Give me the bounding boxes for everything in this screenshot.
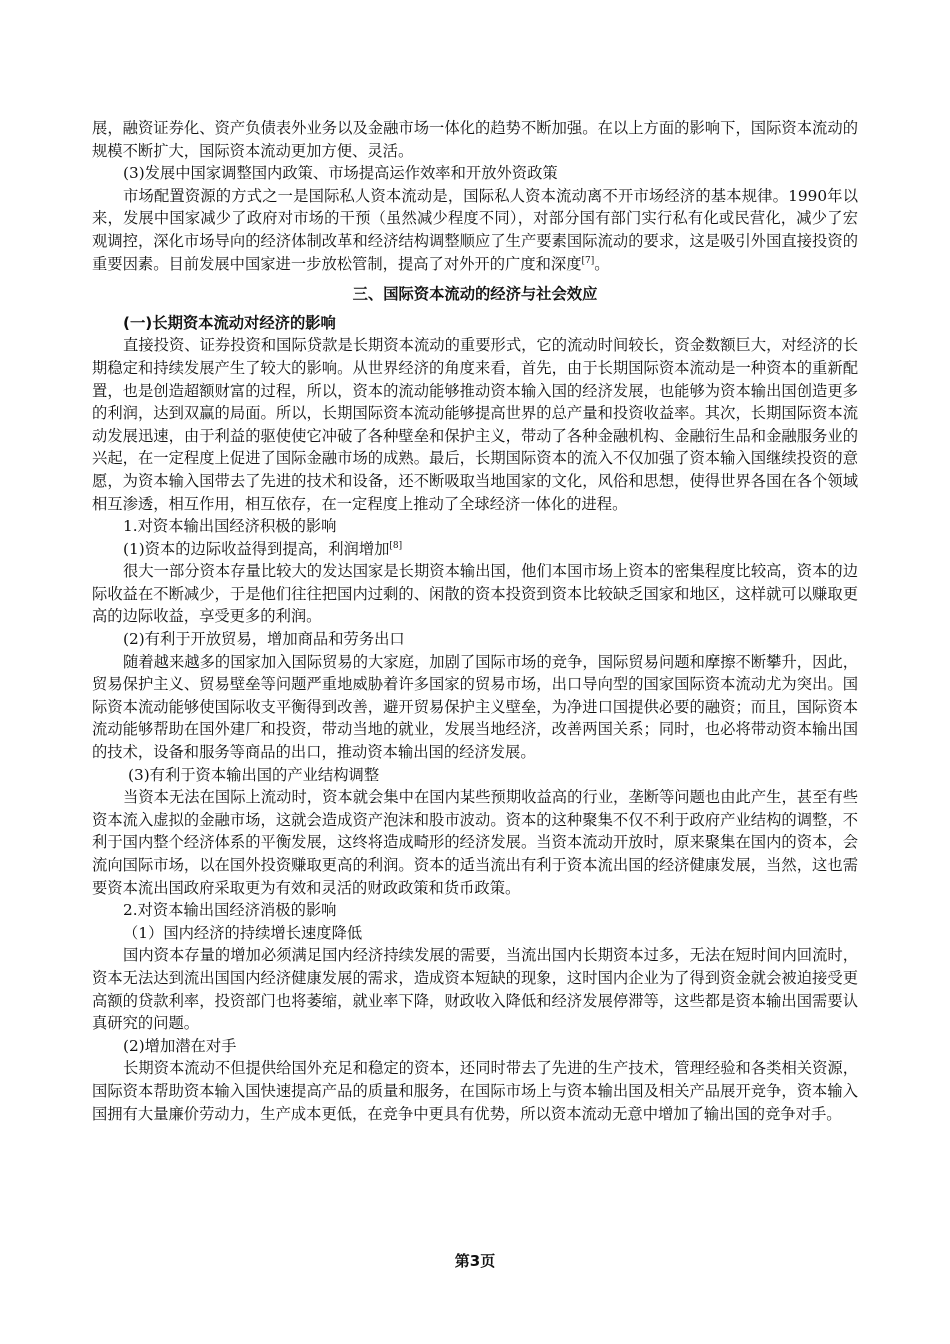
paragraph-12: 2.对资本输出国经济消极的影响 — [123, 901, 337, 920]
paragraph-9: 随着越来越多的国家加入国际贸易的大家庭，加剧了国际市场的竞争，国际贸易问题和摩擦不断攀升，因此，贸易保护主义、贸易壁垒等问题严重地威胁着许多国家的贸易市场，出口导向型的国家国际资本流动尤为突出。国际资本流动能够使国际收支平衡得到改善，避开贸易保护主义壁垒，为净进口国提供必要的融资；而且，国际资本流动能够帮助在国外建厂和投资，带动当地的就业，发展当地经济，改善两国关系；同时，也必将带动资本输出国的技术，设备和服务等商品的出口，推动资本输出国的经济发展。 — [92, 652, 858, 762]
paragraph-13: （1）国内经济的持续增长速度降低 — [123, 923, 363, 942]
section-heading: 三、国际资本流动的经济与社会效应 — [352, 285, 598, 304]
paragraph-16: 长期资本流动不但提供给国外充足和稳定的资本，还同时带去了先进的生产技术，管理经验和各类相关资源，国际资本帮助资本输入国快速提高产品的质量和服务，在国际市场上与资本输出国及相关产品展开竞争，资本输入国拥有大量廉价劳动力，生产成本更低，在竞争中更具有优势，所以资本流动无意中增加了输出国的竞争对手。 — [92, 1059, 858, 1123]
paragraph-3 — [92, 185, 858, 275]
paragraph-8: (2)有利于开放贸易，增加商品和劳务出口 — [123, 630, 405, 649]
paragraph-7: 很大一部分资本存量比较大的发达国家是长期资本输出国，他们本国市场上资本的密集程度比较高，资本的边际收益在不断减少，于是他们往往把国内过剩的、闲散的资本投资到资本比较缺乏国家和地区，这样就可以赚取更高的边际收益，享受更多的利润。 — [92, 562, 858, 626]
paragraph-6-text: (1)资本的边际收益得到提高，利润增加 — [123, 539, 390, 558]
citation-8: [8] — [389, 540, 403, 551]
citation-7: [7] — [581, 255, 595, 266]
paragraph-10: (3)有利于资本输出国的产业结构调整 — [128, 765, 380, 784]
paragraph-1: 展，融资证券化、资产负债表外业务以及金融市场一体化的趋势不断加强。在以上方面的影响下，国际资本流动的规模不断扩大，国际资本流动更加方便、灵活。 — [92, 119, 858, 160]
page-number: 第3页 — [454, 1252, 496, 1270]
paragraph-2: (3)发展中国家调整国内政策、市场提高运作效率和开放外资政策 — [123, 164, 558, 183]
paragraph-6 — [92, 538, 858, 561]
paragraph-4: 直接投资、证券投资和国际贷款是长期资本流动的重要形式，它的流动时间较长，资金数额巨大，对经济的长期稳定和持续发展产生了较大的影响。从世界经济的角度来看，首先，由于长期国际资本流动是一种资本的重新配置，也是创造超额财富的过程，所以，资本的流动能够推动资本输入国的经济发展，也能够为资本输出国创造更多的利润，达到双赢的局面。所以，长期国际资本流动能够提高世界的总产量和投资收益率。其次，长期国际资本流动发展迅速，由于利益的驱使使它冲破了各种壁垒和保护主义，带动了各种金融机构、金融衍生品和金融服务业的兴起，在一定程度上促进了国际金融市场的成熟。最后，长期国际资本的流入不仅加强了资本输入国继续投资的意愿，为资本输入国带去了先进的技术和设备，还不断吸取当地国家的文化，风俗和思想，使得世界各国在各个领域相互渗透，相互作用，相互依存，在一定程度上推动了全球经济一体化的进程。 — [92, 336, 858, 513]
paragraph-3-end: 。 — [594, 254, 610, 273]
paragraph-5: 1.对资本输出国经济积极的影响 — [123, 517, 337, 536]
subsection-heading: (一)长期资本流动对经济的影响 — [123, 313, 336, 332]
paragraph-15: (2)增加潜在对手 — [123, 1036, 237, 1055]
paragraph-14: 国内资本存量的增加必须满足国内经济持续发展的需要，当流出国内长期资本过多，无法在短时间内回流时，资本无法达到流出国国内经济健康发展的需求，造成资本短缺的现象，这时国内企业为了得到资金就会被迫接受更高额的贷款利率，投资部门也将萎缩，就业率下降，财政收入降低和经济发展停滞等，这些都是资本输出国需要认真研究的问题。 — [92, 946, 858, 1033]
document-body — [92, 117, 858, 1125]
paragraph-11: 当资本无法在国际上流动时，资本就会集中在国内某些预期收益高的行业，垄断等问题也由此产生，甚至有些资本流入虚拟的金融市场，这就会造成资产泡沫和股市波动。资本的这种聚集不仅不利于政府产业结构的调整，不利于国内整个经济体系的平衡发展，这终将造成畸形的经济发展。当资本流动开放时，原来聚集在国内的资本，会流向国际市场，以在国外投资赚取更高的利润。资本的适当流出有利于资本流出国的经济健康发展，当然，这也需要资本流出国政府采取更为有效和灵活的财政政策和货币政策。 — [92, 788, 858, 897]
paragraph-3-text: 市场配置资源的方式之一是国际私人资本流动是，国际私人资本流动离不开市场经济的基本规律。1990年以来，发展中国家减少了政府对市场的干预（虽然减少程度不同），对部分国有部门实行私有化或民营化，减少了宏观调控，深化市场导向的经济体制改革和经济结构调整顺应了生产要素国际流动的要求，这是吸引外国直接投资的重要因素。目前发展中国家进一步放松管制，提高了对外开的广度和深度 — [92, 186, 858, 273]
